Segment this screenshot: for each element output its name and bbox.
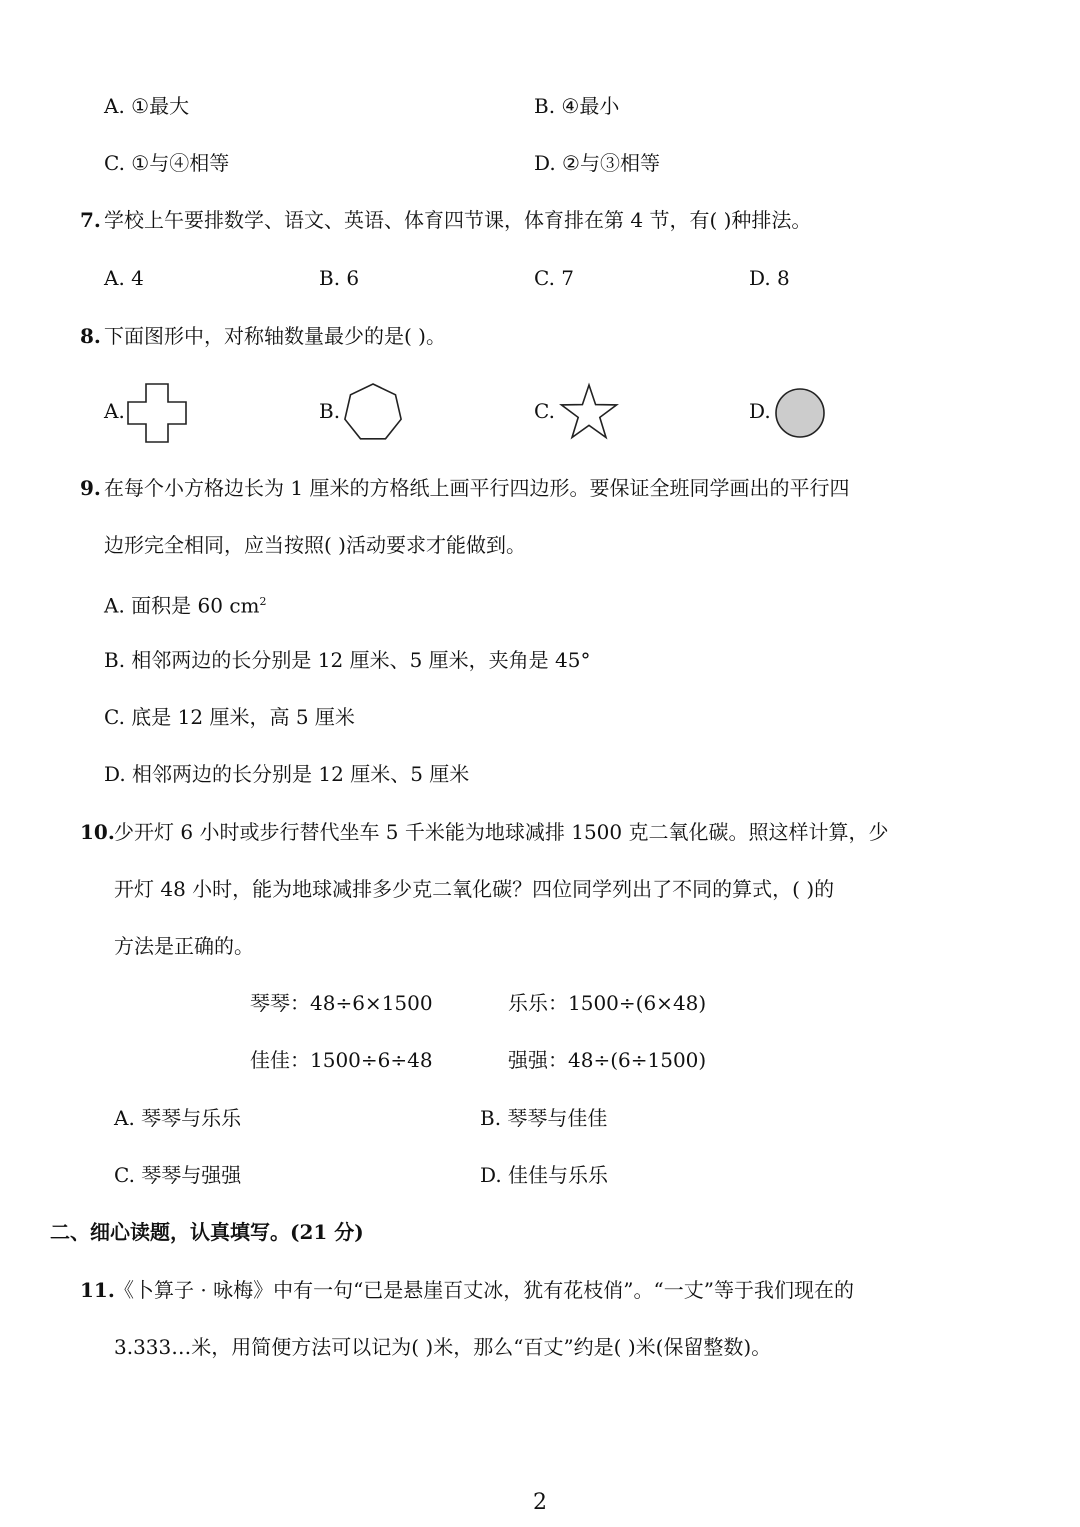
- q11-stem-line1: 《卜算子 · 咏梅》中有一句“已是悬崖百丈冰，犹有花枝俏”。“一丈”等于我们现在的: [114, 1278, 854, 1302]
- q8-option-c: C.: [534, 399, 555, 423]
- q8-option-a: A.: [104, 399, 125, 423]
- q9-stem-line2: 边形完全相同，应当按照( )活动要求才能做到。: [104, 533, 526, 557]
- q7-stem: 学校上午要排数学、语文、英语、体育四节课，体育排在第 4 节，有( )种排法。: [104, 208, 812, 232]
- q9-option-b: B. 相邻两边的长分别是 12 厘米、5 厘米，夹角是 45°: [104, 648, 591, 672]
- q6-option-c: C. ①与④相等: [104, 151, 230, 175]
- q8-stem: 下面图形中，对称轴数量最少的是( )。: [104, 324, 446, 348]
- q7-option-d: D. 8: [749, 266, 790, 290]
- q10-stem-line1: 少开灯 6 小时或步行替代坐车 5 千米能为地球减排 1500 克二氧化碳。照这样计算，少: [114, 820, 889, 844]
- q7-option-a: A. 4: [104, 266, 144, 290]
- q10-stem-line3: 方法是正确的。: [114, 934, 254, 958]
- q6-option-d: D. ②与③相等: [534, 151, 660, 175]
- star-shape-icon: [558, 382, 620, 444]
- circle-shape-icon: [773, 386, 827, 440]
- q9-stem-line1: 在每个小方格边长为 1 厘米的方格纸上画平行四边形。要保证全班同学画出的平行四: [104, 476, 850, 500]
- q7-number: 7.: [80, 208, 101, 232]
- page-number: 2: [533, 1490, 547, 1515]
- q10-formula-qiangqiang: 强强：48÷(6÷1500): [508, 1048, 707, 1072]
- q7-option-c: C. 7: [534, 266, 575, 290]
- q8-option-b: B.: [319, 399, 341, 423]
- q9-option-c: C. 底是 12 厘米，高 5 厘米: [104, 705, 355, 729]
- q10-option-b: B. 琴琴与佳佳: [480, 1106, 608, 1130]
- q10-number: 10.: [80, 820, 115, 844]
- q6-option-a: A. ①最大: [104, 94, 190, 118]
- q9-option-a-superscript: 2: [259, 595, 267, 608]
- cross-shape-icon: [126, 382, 188, 444]
- q10-option-d: D. 佳佳与乐乐: [480, 1163, 609, 1187]
- q7-option-b: B. 6: [319, 266, 360, 290]
- q11-stem-line2: 3.333…米，用简便方法可以记为( )米，那么“百丈”约是( )米(保留整数)。: [114, 1335, 772, 1359]
- q9-option-a: A. 面积是 60 $cm^2$: [104, 593, 267, 618]
- q9-number: 9.: [80, 476, 101, 500]
- q9-option-d: D. 相邻两边的长分别是 12 厘米、5 厘米: [104, 762, 470, 786]
- q10-formula-qinqin: 琴琴：48÷6×1500: [250, 991, 433, 1015]
- q10-formula-jiajia: 佳佳：1500÷6÷48: [250, 1048, 433, 1072]
- q10-option-a: A. 琴琴与乐乐: [114, 1106, 242, 1130]
- q8-option-d: D.: [749, 399, 771, 423]
- q6-option-b: B. ④最小: [534, 94, 620, 118]
- q8-number: 8.: [80, 324, 101, 348]
- heptagon-shape-icon: [341, 381, 405, 445]
- section-2-heading: 二、细心读题，认真填写。(21 分): [50, 1220, 364, 1244]
- q11-number: 11.: [80, 1278, 115, 1302]
- q10-option-c: C. 琴琴与强强: [114, 1163, 242, 1187]
- q10-formula-lele: 乐乐：1500÷(6×48): [508, 991, 707, 1015]
- q10-stem-line2: 开灯 48 小时，能为地球减排多少克二氧化碳？四位同学列出了不同的算式，( )的: [114, 877, 835, 901]
